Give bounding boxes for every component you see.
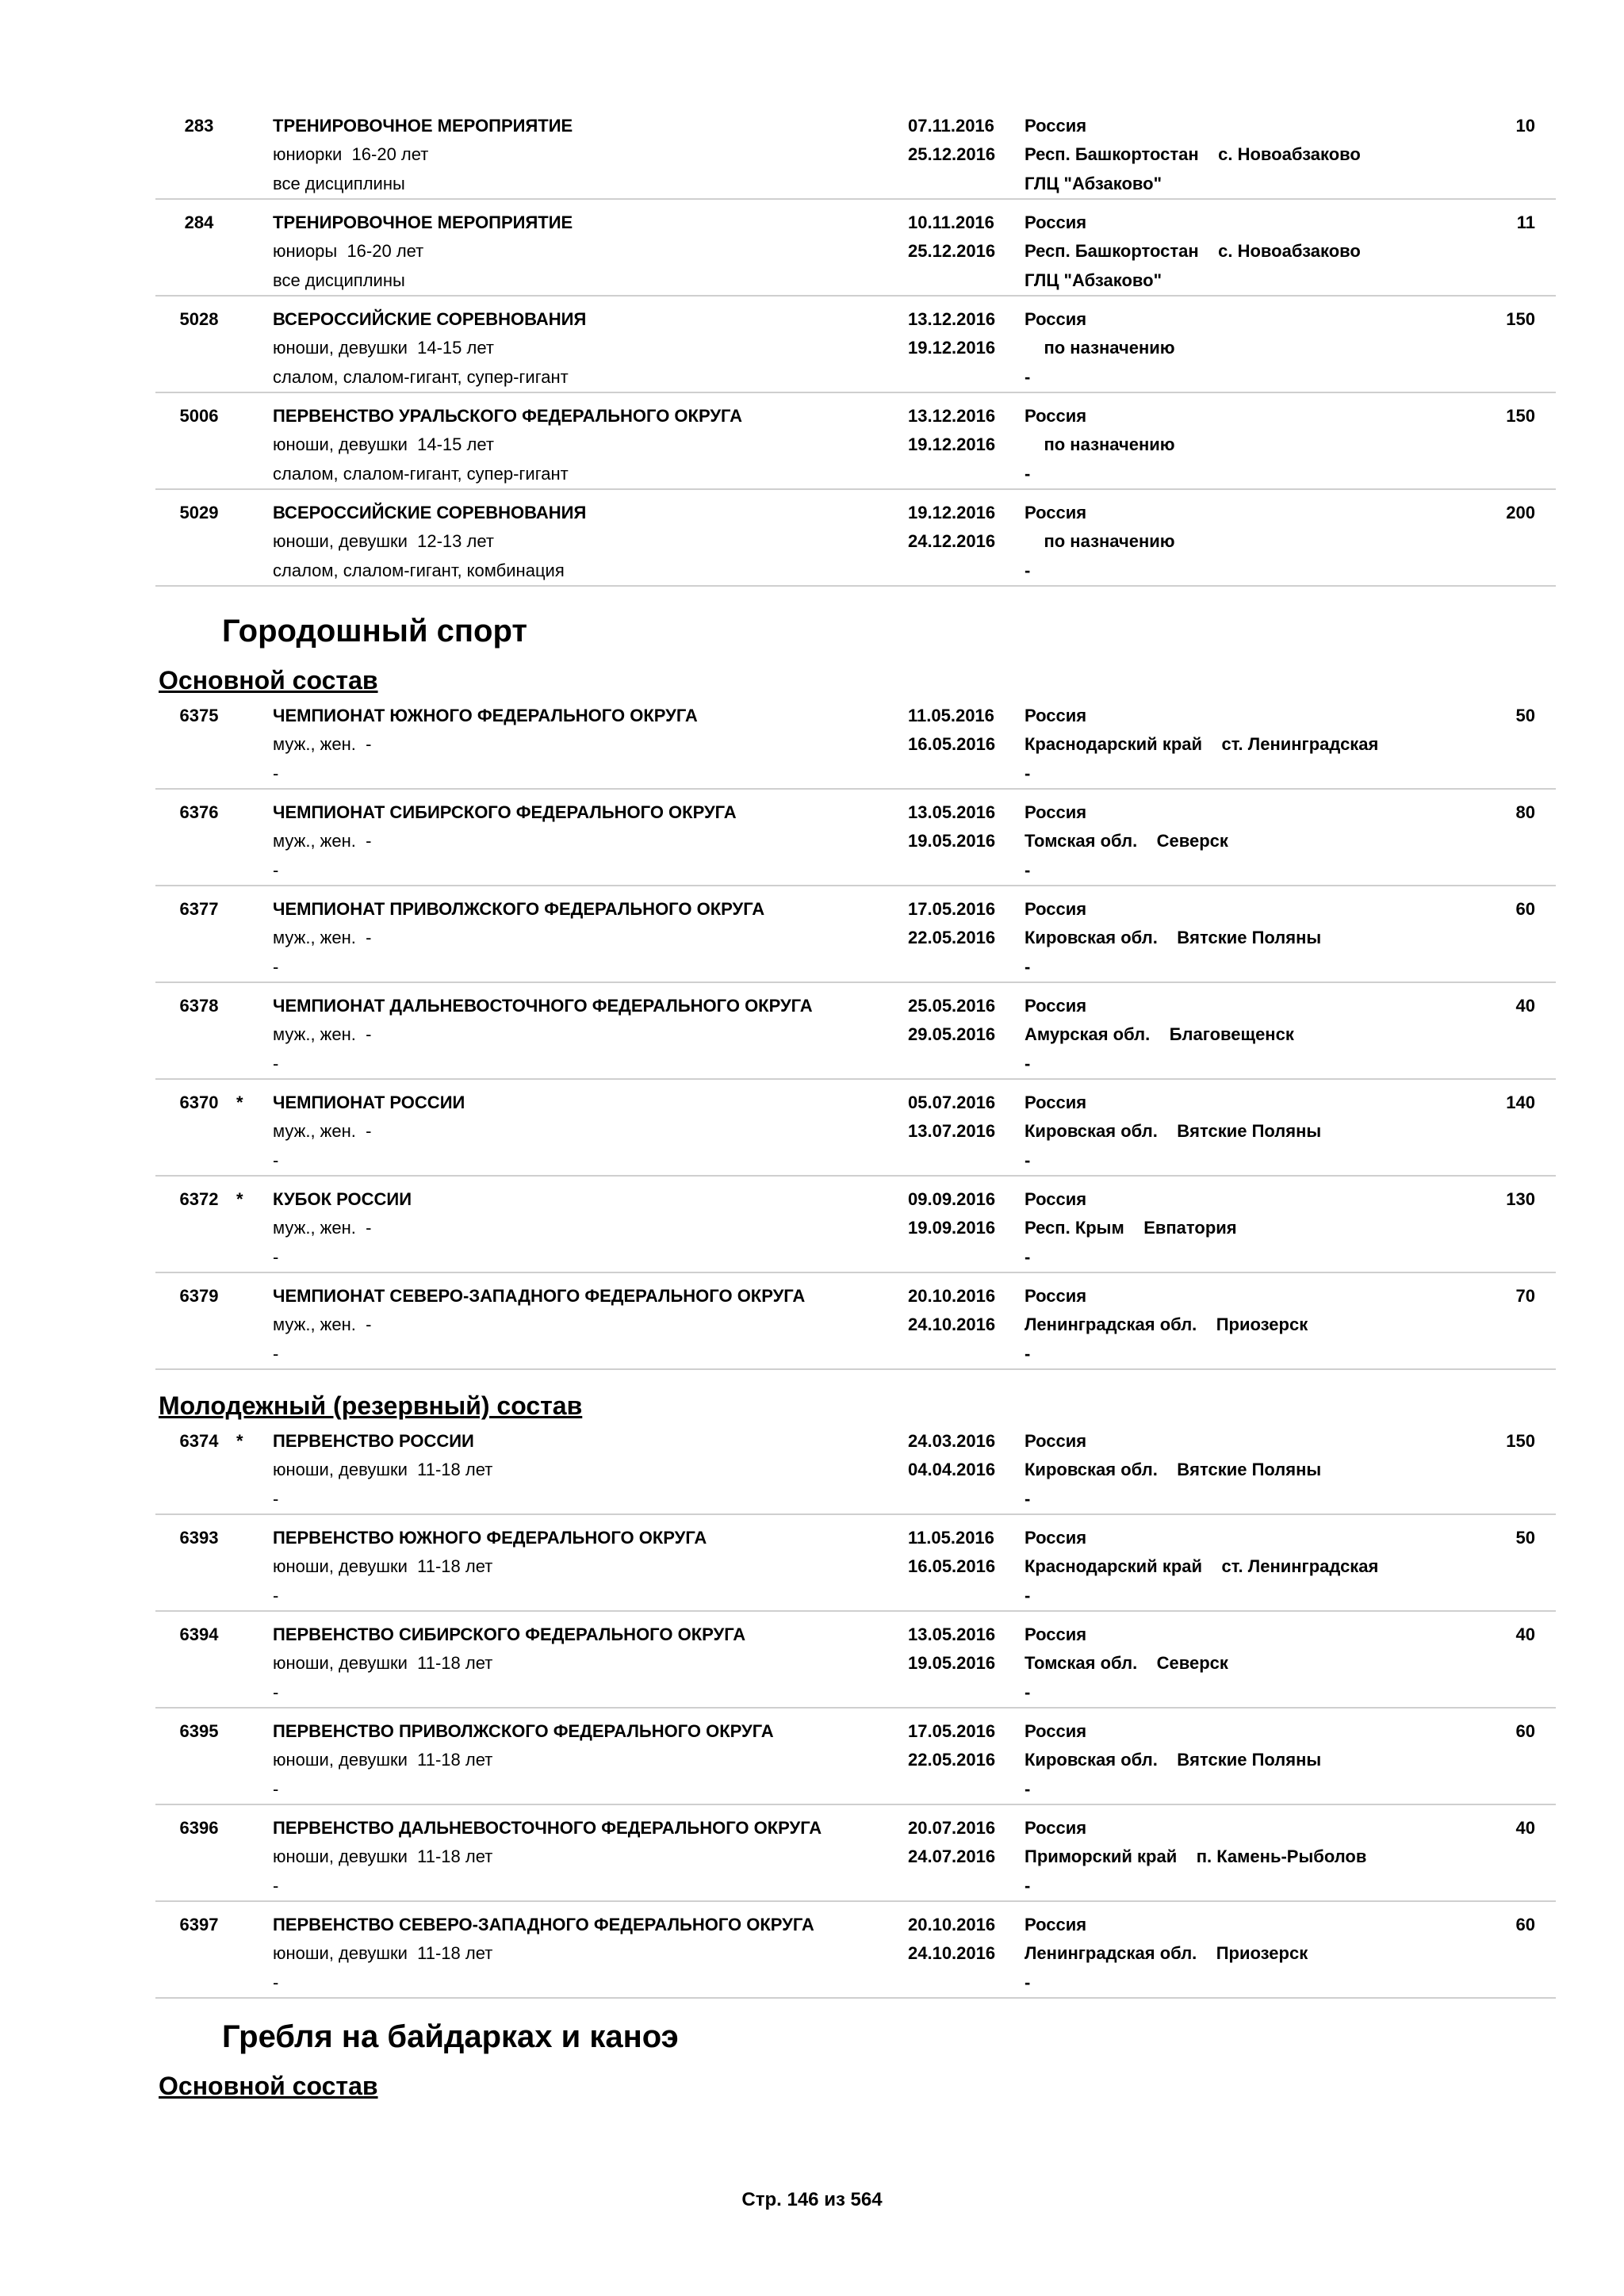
start-date: 13.12.2016 xyxy=(908,309,996,329)
venue: - xyxy=(1025,367,1031,387)
region-city: Респ. Башкортостан с. Новоабзаково xyxy=(1025,144,1361,164)
participant-count: 40 xyxy=(1515,1818,1535,1838)
end-date: 19.05.2016 xyxy=(908,831,996,851)
start-date: 19.12.2016 xyxy=(908,503,996,522)
section-gorodki-main-entries xyxy=(0,693,1624,1370)
country: Россия xyxy=(1025,212,1087,232)
participant-group: муж., жен. - xyxy=(273,831,372,851)
venue: - xyxy=(1025,1344,1031,1364)
entry-row xyxy=(155,1709,1556,1805)
disciplines: - xyxy=(273,1150,279,1170)
start-date: 13.05.2016 xyxy=(908,802,996,822)
end-date: 16.05.2016 xyxy=(908,1556,996,1576)
venue: - xyxy=(1025,561,1031,580)
start-date: 13.12.2016 xyxy=(908,406,996,426)
entry-number: 5028 xyxy=(179,309,219,329)
end-date: 13.07.2016 xyxy=(908,1121,996,1141)
start-date: 13.05.2016 xyxy=(908,1624,996,1644)
event-title: ТРЕНИРОВОЧНОЕ МЕРОПРИЯТИЕ xyxy=(273,212,573,232)
page-number-footer: Стр. 146 из 564 xyxy=(741,2189,883,2210)
region-city: Кировская обл. Вятские Поляны xyxy=(1025,1750,1322,1770)
disciplines: слалом, слалом-гигант, супер-гигант xyxy=(273,464,569,484)
end-date: 19.05.2016 xyxy=(908,1653,996,1673)
participant-count: 70 xyxy=(1515,1286,1535,1306)
participant-group: юноши, девушки 14-15 лет xyxy=(273,338,494,358)
venue: - xyxy=(1025,1682,1031,1702)
event-title: ВСЕРОССИЙСКИЕ СОРЕВНОВАНИЯ xyxy=(273,309,587,329)
participant-group: юноши, девушки 11-18 лет xyxy=(273,1653,493,1673)
disciplines: - xyxy=(273,1876,279,1896)
entry-row xyxy=(155,1273,1556,1370)
region-city: Респ. Крым Евпатория xyxy=(1025,1218,1237,1238)
disciplines: - xyxy=(273,957,279,977)
venue: - xyxy=(1025,464,1031,484)
end-date: 04.04.2016 xyxy=(908,1460,996,1479)
end-date: 24.07.2016 xyxy=(908,1846,996,1866)
disciplines: слалом, слалом-гигант, комбинация xyxy=(273,561,565,580)
event-title: ПЕРВЕНСТВО ПРИВОЛЖСКОГО ФЕДЕРАЛЬНОГО ОКРУГА xyxy=(273,1721,774,1741)
participant-group: юниорки 16-20 лет xyxy=(273,144,429,164)
venue: - xyxy=(1025,957,1031,977)
participant-group: муж., жен. - xyxy=(273,1121,372,1141)
participant-count: 50 xyxy=(1515,1528,1535,1548)
end-date: 29.05.2016 xyxy=(908,1024,996,1044)
entry-row xyxy=(155,983,1556,1080)
participant-count: 11 xyxy=(1516,212,1535,232)
entry-row xyxy=(155,393,1556,490)
start-date: 17.05.2016 xyxy=(908,1721,996,1741)
venue: - xyxy=(1025,763,1031,783)
entry-row xyxy=(155,1612,1556,1709)
entry-row xyxy=(155,886,1556,983)
start-date: 05.07.2016 xyxy=(908,1093,996,1112)
entry-number: 6375 xyxy=(179,706,219,725)
country: Россия xyxy=(1025,116,1087,136)
country: Россия xyxy=(1025,1286,1087,1306)
venue: ГЛЦ "Абзаково" xyxy=(1025,174,1162,193)
participant-group: муж., жен. - xyxy=(273,1314,372,1334)
start-date: 11.05.2016 xyxy=(908,706,994,725)
country: Россия xyxy=(1025,503,1087,522)
event-title: ПЕРВЕНСТВО СЕВЕРО-ЗАПАДНОГО ФЕДЕРАЛЬНОГО ОКРУГА xyxy=(273,1915,814,1934)
participant-count: 140 xyxy=(1506,1093,1535,1112)
entry-row xyxy=(155,490,1556,587)
entry-number: 5006 xyxy=(179,406,219,426)
event-title: ЧЕМПИОНАТ СЕВЕРО-ЗАПАДНОГО ФЕДЕРАЛЬНОГО ОКРУГА xyxy=(273,1286,806,1306)
event-title: ПЕРВЕНСТВО УРАЛЬСКОГО ФЕДЕРАЛЬНОГО ОКРУГА xyxy=(273,406,743,426)
country: Россия xyxy=(1025,1624,1087,1644)
region-city: Краснодарский край ст. Ленинградская xyxy=(1025,1556,1379,1576)
event-title: ЧЕМПИОНАТ СИБИРСКОГО ФЕДЕРАЛЬНОГО ОКРУГА xyxy=(273,802,737,822)
venue: - xyxy=(1025,860,1031,880)
disciplines: слалом, слалом-гигант, супер-гигант xyxy=(273,367,569,387)
region-city: по назначению xyxy=(1025,434,1175,454)
venue: - xyxy=(1025,1779,1031,1799)
disciplines: - xyxy=(273,1344,279,1364)
participant-group: юниоры 16-20 лет xyxy=(273,241,424,261)
disciplines: - xyxy=(273,763,279,783)
start-date: 09.09.2016 xyxy=(908,1189,996,1209)
country: Россия xyxy=(1025,309,1087,329)
region-city: Респ. Башкортостан с. Новоабзаково xyxy=(1025,241,1361,261)
start-date: 25.05.2016 xyxy=(908,996,996,1016)
entry-number: 284 xyxy=(184,212,214,232)
entry-row xyxy=(155,1418,1556,1515)
country: Россия xyxy=(1025,1189,1087,1209)
venue: - xyxy=(1025,1150,1031,1170)
event-title: ЧЕМПИОНАТ ДАЛЬНЕВОСТОЧНОГО ФЕДЕРАЛЬНОГО ОКРУГА xyxy=(273,996,813,1016)
entry-row xyxy=(155,200,1556,297)
region-city: по назначению xyxy=(1025,338,1175,358)
region-city: Ленинградская обл. Приозерск xyxy=(1025,1314,1308,1334)
venue: - xyxy=(1025,1054,1031,1073)
entry-number: 5029 xyxy=(179,503,219,522)
entry-number: 6374 xyxy=(179,1431,219,1451)
participant-group: юноши, девушки 11-18 лет xyxy=(273,1556,493,1576)
participant-group: юноши, девушки 12-13 лет xyxy=(273,531,494,551)
region-city: Кировская обл. Вятские Поляны xyxy=(1025,1460,1322,1479)
event-title: ПЕРВЕНСТВО ЮЖНОГО ФЕДЕРАЛЬНОГО ОКРУГА xyxy=(273,1528,707,1548)
priority-star: * xyxy=(236,1189,243,1209)
event-title: ВСЕРОССИЙСКИЕ СОРЕВНОВАНИЯ xyxy=(273,503,587,522)
entry-row xyxy=(155,693,1556,790)
venue: - xyxy=(1025,1489,1031,1509)
region-city: Томская обл. Северск xyxy=(1025,1653,1228,1673)
disciplines: - xyxy=(273,860,279,880)
end-date: 22.05.2016 xyxy=(908,1750,996,1770)
disciplines: - xyxy=(273,1586,279,1605)
section-alpine-entries xyxy=(0,103,1624,587)
disciplines: все дисциплины xyxy=(273,174,405,193)
entry-number: 6372 xyxy=(179,1189,219,1209)
disciplines: - xyxy=(273,1247,279,1267)
disciplines: все дисциплины xyxy=(273,270,405,290)
entry-number: 6378 xyxy=(179,996,219,1016)
disciplines: - xyxy=(273,1973,279,1992)
entry-number: 6397 xyxy=(179,1915,219,1934)
region-city: Краснодарский край ст. Ленинградская xyxy=(1025,734,1379,754)
entry-number: 6393 xyxy=(179,1528,219,1548)
end-date: 19.12.2016 xyxy=(908,434,996,454)
participant-count: 60 xyxy=(1515,899,1535,919)
start-date: 17.05.2016 xyxy=(908,899,996,919)
entry-number: 6379 xyxy=(179,1286,219,1306)
end-date: 24.10.2016 xyxy=(908,1314,996,1334)
subsection-canoe-main-roster: Основной состав xyxy=(159,2072,378,2100)
venue: - xyxy=(1025,1247,1031,1267)
entry-row xyxy=(155,1080,1556,1177)
subsection-youth-roster: Молодежный (резервный) состав xyxy=(159,1391,583,1420)
end-date: 22.05.2016 xyxy=(908,928,996,947)
start-date: 20.10.2016 xyxy=(908,1915,996,1934)
entry-number: 6377 xyxy=(179,899,219,919)
entry-row xyxy=(155,1805,1556,1902)
participant-count: 150 xyxy=(1506,309,1535,329)
participant-count: 130 xyxy=(1506,1189,1535,1209)
region-city: Амурская обл. Благовещенск xyxy=(1025,1024,1294,1044)
country: Россия xyxy=(1025,1818,1087,1838)
entry-row xyxy=(155,103,1556,200)
sport-title-canoe: Гребля на байдарках и каноэ xyxy=(222,2019,679,2054)
participant-count: 80 xyxy=(1515,802,1535,822)
end-date: 25.12.2016 xyxy=(908,144,996,164)
country: Россия xyxy=(1025,996,1087,1016)
participant-group: муж., жен. - xyxy=(273,1024,372,1044)
venue: - xyxy=(1025,1973,1031,1992)
start-date: 20.10.2016 xyxy=(908,1286,996,1306)
participant-group: юноши, девушки 11-18 лет xyxy=(273,1846,493,1866)
region-city: Кировская обл. Вятские Поляны xyxy=(1025,928,1322,947)
country: Россия xyxy=(1025,1431,1087,1451)
entry-number: 6376 xyxy=(179,802,219,822)
country: Россия xyxy=(1025,1093,1087,1112)
disciplines: - xyxy=(273,1682,279,1702)
event-title: ПЕРВЕНСТВО СИБИРСКОГО ФЕДЕРАЛЬНОГО ОКРУГА xyxy=(273,1624,746,1644)
region-city: по назначению xyxy=(1025,531,1175,551)
event-title: ТРЕНИРОВОЧНОЕ МЕРОПРИЯТИЕ xyxy=(273,116,573,136)
entry-number: 6394 xyxy=(179,1624,219,1644)
country: Россия xyxy=(1025,1528,1087,1548)
start-date: 20.07.2016 xyxy=(908,1818,996,1838)
participant-count: 10 xyxy=(1515,116,1535,136)
start-date: 10.11.2016 xyxy=(908,212,994,232)
country: Россия xyxy=(1025,1915,1087,1934)
participant-group: юноши, девушки 11-18 лет xyxy=(273,1460,493,1479)
participant-group: муж., жен. - xyxy=(273,734,372,754)
entry-row xyxy=(155,790,1556,886)
participant-count: 40 xyxy=(1515,996,1535,1016)
start-date: 11.05.2016 xyxy=(908,1528,994,1548)
region-city: Ленинградская обл. Приозерск xyxy=(1025,1943,1308,1963)
participant-count: 150 xyxy=(1506,406,1535,426)
country: Россия xyxy=(1025,706,1087,725)
disciplines: - xyxy=(273,1054,279,1073)
participant-group: юноши, девушки 11-18 лет xyxy=(273,1750,493,1770)
venue: - xyxy=(1025,1876,1031,1896)
section-gorodki-youth-entries xyxy=(0,1418,1624,1999)
event-title: КУБОК РОССИИ xyxy=(273,1189,412,1209)
end-date: 19.12.2016 xyxy=(908,338,996,358)
participant-count: 50 xyxy=(1515,706,1535,725)
country: Россия xyxy=(1025,1721,1087,1741)
entry-row xyxy=(155,1902,1556,1999)
participant-count: 200 xyxy=(1506,503,1535,522)
participant-count: 150 xyxy=(1506,1431,1535,1451)
region-city: Приморский край п. Камень-Рыболов xyxy=(1025,1846,1367,1866)
venue: - xyxy=(1025,1586,1031,1605)
end-date: 24.12.2016 xyxy=(908,531,996,551)
disciplines: - xyxy=(273,1489,279,1509)
entry-row xyxy=(155,1177,1556,1273)
start-date: 07.11.2016 xyxy=(908,116,994,136)
region-city: Кировская обл. Вятские Поляны xyxy=(1025,1121,1322,1141)
event-title: ПЕРВЕНСТВО РОССИИ xyxy=(273,1431,474,1451)
priority-star: * xyxy=(236,1431,243,1451)
priority-star: * xyxy=(236,1093,243,1112)
entry-number: 6370 xyxy=(179,1093,219,1112)
participant-group: юноши, девушки 14-15 лет xyxy=(273,434,494,454)
participant-count: 60 xyxy=(1515,1915,1535,1934)
end-date: 16.05.2016 xyxy=(908,734,996,754)
entry-row xyxy=(155,297,1556,393)
disciplines: - xyxy=(273,1779,279,1799)
start-date: 24.03.2016 xyxy=(908,1431,996,1451)
venue: ГЛЦ "Абзаково" xyxy=(1025,270,1162,290)
end-date: 19.09.2016 xyxy=(908,1218,996,1238)
sport-title-gorodki: Городошный спорт xyxy=(222,614,527,649)
participant-count: 60 xyxy=(1515,1721,1535,1741)
event-title: ЧЕМПИОНАТ ЮЖНОГО ФЕДЕРАЛЬНОГО ОКРУГА xyxy=(273,706,698,725)
participant-group: муж., жен. - xyxy=(273,928,372,947)
event-title: ЧЕМПИОНАТ РОССИИ xyxy=(273,1093,465,1112)
entry-number: 6395 xyxy=(179,1721,219,1741)
country: Россия xyxy=(1025,802,1087,822)
event-title: ЧЕМПИОНАТ ПРИВОЛЖСКОГО ФЕДЕРАЛЬНОГО ОКРУГА xyxy=(273,899,765,919)
entry-row xyxy=(155,1515,1556,1612)
end-date: 25.12.2016 xyxy=(908,241,996,261)
participant-count: 40 xyxy=(1515,1624,1535,1644)
event-title: ПЕРВЕНСТВО ДАЛЬНЕВОСТОЧНОГО ФЕДЕРАЛЬНОГО ОКРУГА xyxy=(273,1818,822,1838)
region-city: Томская обл. Северск xyxy=(1025,831,1228,851)
entry-number: 6396 xyxy=(179,1818,219,1838)
country: Россия xyxy=(1025,406,1087,426)
participant-group: юноши, девушки 11-18 лет xyxy=(273,1943,493,1963)
end-date: 24.10.2016 xyxy=(908,1943,996,1963)
country: Россия xyxy=(1025,899,1087,919)
entry-number: 283 xyxy=(184,116,214,136)
subsection-main-roster: Основной состав xyxy=(159,666,378,695)
participant-group: муж., жен. - xyxy=(273,1218,372,1238)
